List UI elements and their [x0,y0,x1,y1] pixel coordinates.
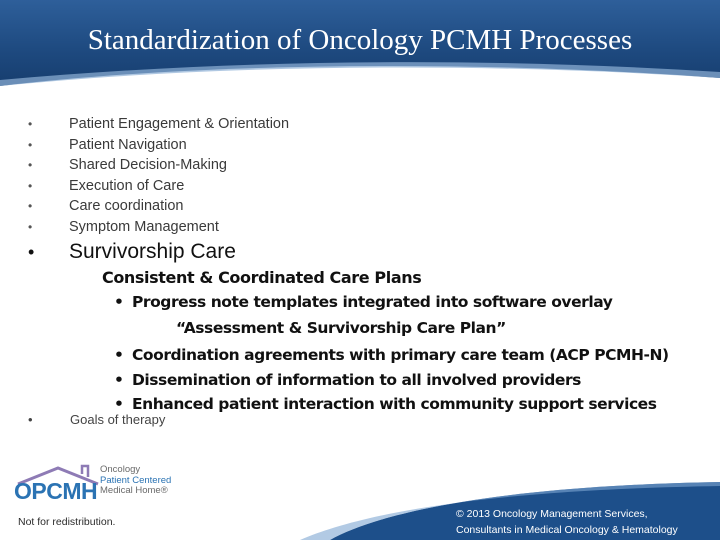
survivorship-heading [28,240,236,264]
logo-tagline: Oncology Patient Centered Medical Home® [100,464,172,496]
list-item: • Dissemination of information to all involved providers [114,368,669,393]
list-item: • Progress note templates integrated into software overlay [114,293,612,311]
opcmh-logo: OPCMH [14,478,98,504]
list-item: • Symptom Management [28,217,289,238]
care-plan-list-2 [114,343,669,417]
header-swoosh [0,58,720,98]
list-item: • Patient Engagement & Orientation [28,114,289,135]
list-item: • Shared Decision-Making [28,155,289,176]
footer-notice: Not for redistribution. [18,516,116,528]
footer-copyright: © 2013 Oncology Management Services, Consultants in Medical Oncology & Hematology [456,508,678,536]
bullet-icon: • [28,242,35,262]
goals-item [28,412,165,427]
list-item: • Execution of Care [28,176,289,197]
survivorship-label: Survivorship Care [69,240,236,263]
care-plans-heading: Consistent & Coordinated Care Plans [102,268,422,287]
page-title: Standardization of Oncology PCMH Processes [87,24,633,56]
process-list [28,114,289,238]
sub-bullet-continuation: “Assessment & Survivorship Care Plan” [176,319,506,337]
list-item: • Enhanced patient interaction with community support services [114,392,669,417]
list-item: • Coordination agreements with primary care team (ACP PCMH-N) [114,343,669,368]
list-item: • Care coordination [28,196,289,217]
care-plan-list-1 [114,293,612,311]
list-item: • Patient Navigation [28,135,289,156]
bullet-icon: • [28,412,33,427]
goals-label: Goals of therapy [70,412,166,427]
